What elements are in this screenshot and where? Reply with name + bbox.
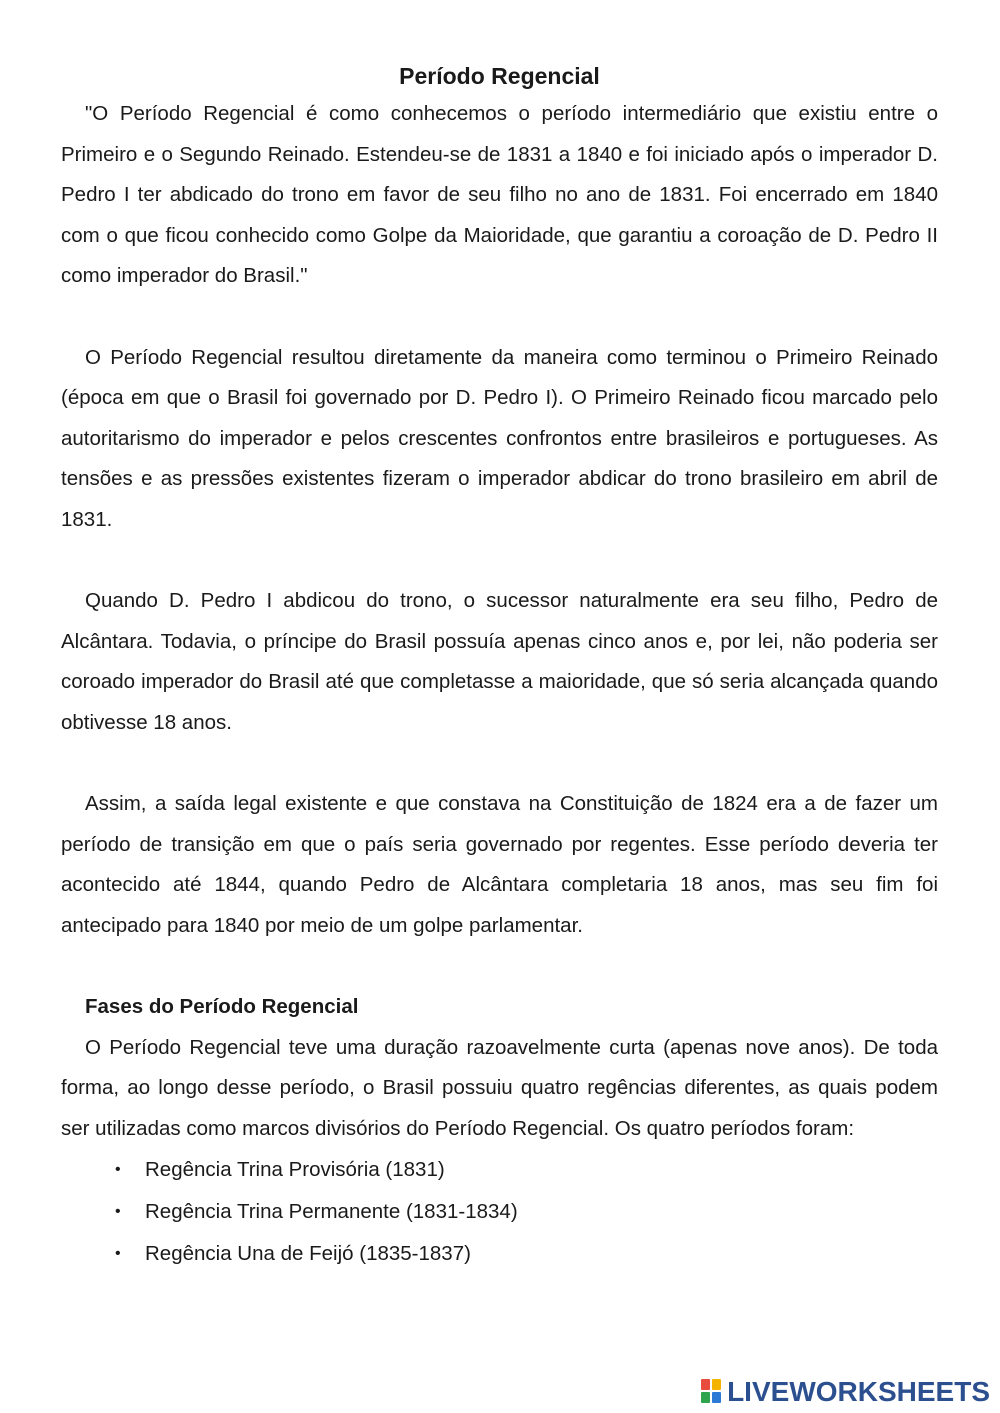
paragraph-4: Assim, a saída legal existente e que constava na Constituição de 1824 era a de fazer um período de transição em que o país seria governado por regentes. Esse período deveria ter acontecido até 1844, quando Pedro de Alcântara completaria 18 anos, mas seu fim foi antecipado para 1840 por meio de um golpe parlamentar. (61, 792, 938, 937)
liveworksheets-logo-text: LIVEWORKSHEETS (727, 1376, 990, 1407)
list-item (61, 1233, 938, 1275)
paragraph-gap (61, 297, 938, 338)
list-item-text: Regência Una de Feijó (1835-1837) (145, 1242, 471, 1266)
section-paragraph: O Período Regencial teve uma duração razoavelmente curta (apenas nove anos). De toda forma, ao longo desse período, o Brasil possuiu quatro regências diferentes, as quais podem ser utilizadas como marcos divisórios do Período Regencial. Os quatro períodos foram: (61, 1035, 938, 1140)
bullet-icon: • (115, 1161, 121, 1179)
regencies-list (61, 1149, 938, 1275)
paragraph-2: O Período Regencial resultou diretamente da maneira como terminou o Primeiro Reinado (época em que o Brasil foi governado por D. Pedro I). O Primeiro Reinado ficou marcado pelo autoritarismo do imperador e pelos crescentes confrontos entre brasileiros e portugueses. As tensões e as pressões existentes fizeram o imperador abdicar do trono brasileiro em abril de 1831. (61, 345, 938, 531)
paragraph-gap (61, 744, 938, 785)
list-item-text: Regência Trina Permanente (1831-1834) (145, 1200, 518, 1224)
liveworksheets-logo (701, 1377, 990, 1407)
liveworksheets-logo-icon (701, 1379, 723, 1405)
bullet-icon: • (115, 1203, 121, 1221)
list-item (61, 1149, 938, 1191)
list-item (61, 1191, 938, 1233)
list-item-text: Regência Trina Provisória (1831) (145, 1158, 445, 1182)
paragraph-1: "O Período Regencial é como conhecemos o período intermediário que existiu entre o Primeiro e o Segundo Reinado. Estendeu-se de 1831 a 1840 e foi iniciado após o imperador D. Pedro I ter abdicado do trono em favor de seu filho no ano de 1831. Foi encerrado em 1840 com o que ficou conhecido como Golpe da Maioridade, que garantiu a coroação de D. Pedro II como imperador do Brasil." (61, 102, 938, 288)
section-heading: Fases do Período Regencial (85, 995, 359, 1019)
paragraph-gap (61, 541, 938, 582)
bullet-icon: • (115, 1245, 121, 1263)
paragraph-gap (61, 946, 938, 987)
paragraph-3: Quando D. Pedro I abdicou do trono, o sucessor naturalmente era seu filho, Pedro de Alcântara. Todavia, o príncipe do Brasil possuía apenas cinco anos e, por lei, não poderia ser coroado imperador do Brasil até que completasse a maioridade, que só seria alcançada quando obtivesse 18 anos. (61, 589, 938, 734)
worksheet-page (61, 58, 938, 1275)
page-title: Período Regencial (399, 63, 600, 89)
